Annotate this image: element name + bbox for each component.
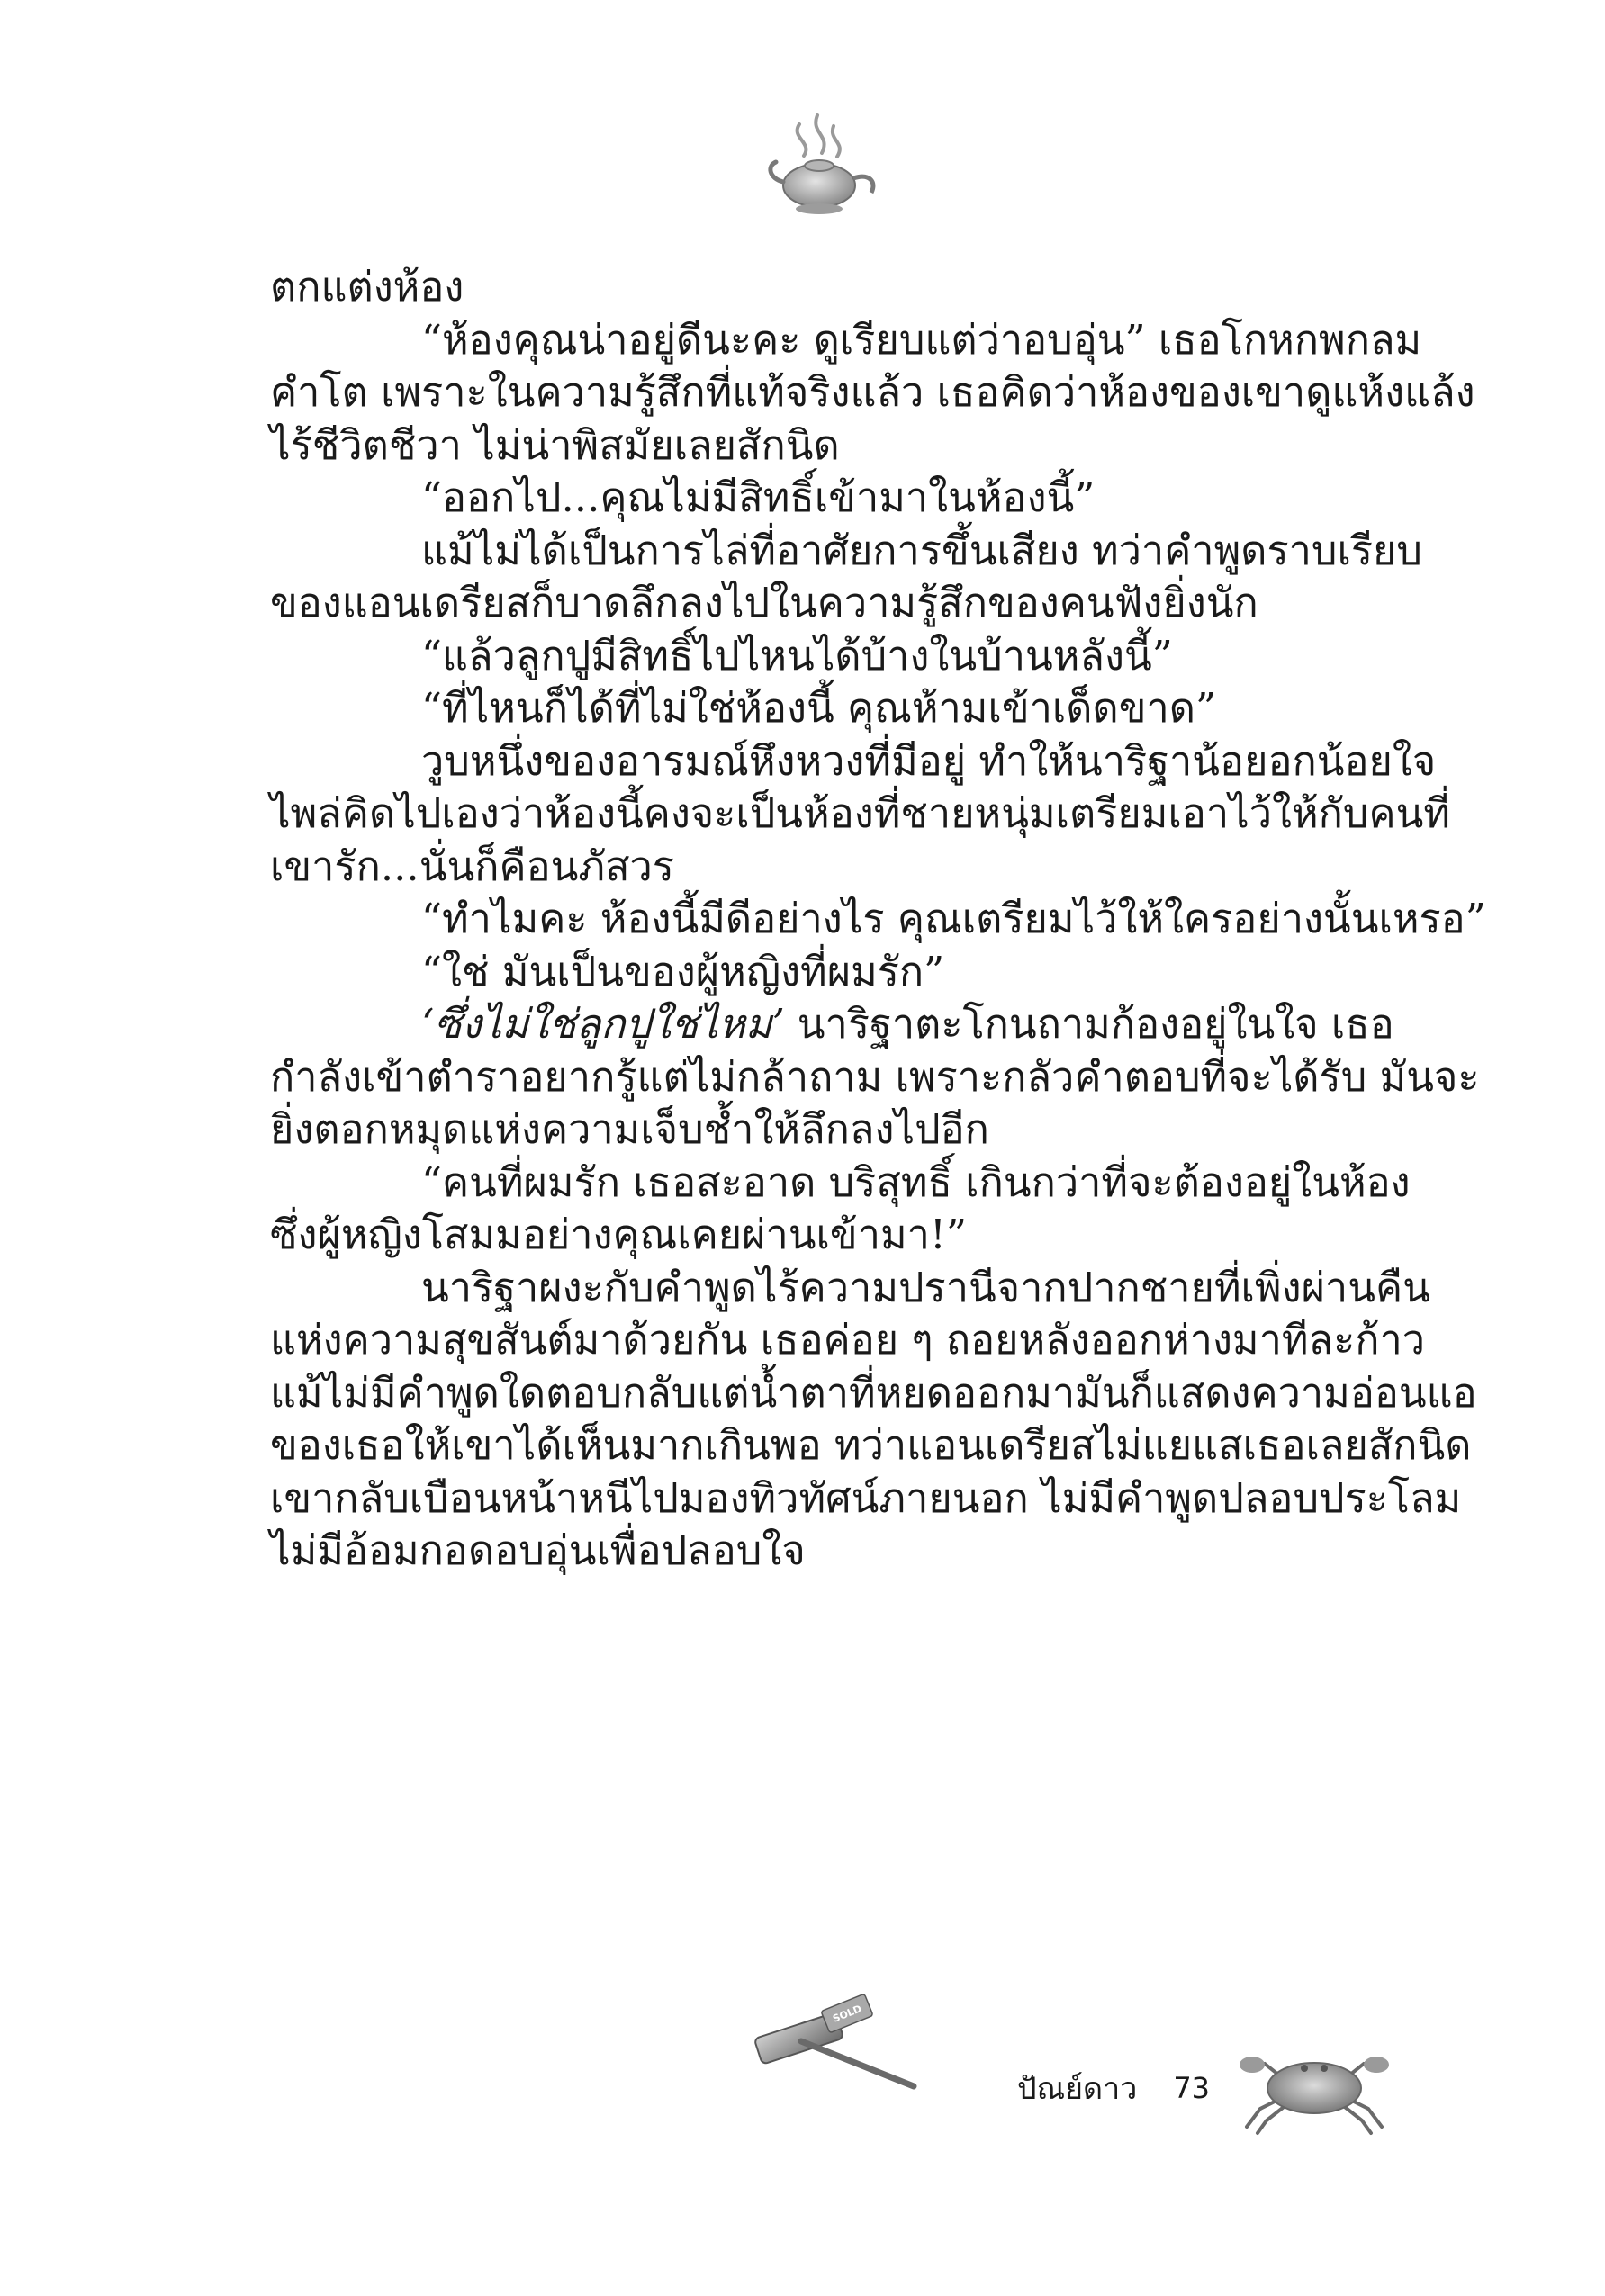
- text-line: นาริฐาผงะกับคำพูดไร้ความปรานีจากปากชายที่เพิ่งผ่านคืน: [421, 1263, 1430, 1311]
- text-line: ‘ซึ่งไม่ใช่ลูกปูใช่ไหม’ นาริฐาตะโกนถามก้องอยู่ในใจ เธอ: [270, 998, 1391, 1051]
- text-line: “ที่ไหนก็ได้ที่ไม่ใช่ห้องนี้ คุณห้ามเข้าเด็ดขาด”: [421, 684, 1216, 732]
- page-number: 73: [1173, 2071, 1211, 2105]
- text-line: คำโต เพราะในความรู้สึกที่แท้จริงแล้ว เธอคิดว่าห้องของเขาดูแห้งแล้ง: [270, 368, 1475, 416]
- crab-icon: [1238, 2041, 1391, 2136]
- text-line: ยิ่งตอกหมุดแห่งความเจ็บช้ำให้ลึกลงไปอีก: [270, 1105, 989, 1153]
- page-footer: [1017, 2061, 1210, 2115]
- italic-thought: ‘ซึ่งไม่ใช่ลูกปูใช่ไหม’: [421, 1000, 785, 1048]
- text-line: ของเธอให้เขาได้เห็นมากเกินพอ ทว่าแอนเดรียสไม่แยแสเธอเลยสักนิด: [270, 1421, 1472, 1469]
- text-line: ตกแต่งห้อง: [270, 263, 464, 311]
- text-line: วูบหนึ่งของอารมณ์หึงหวงที่มีอยู่ ทำให้นาริฐาน้อยอกน้อยใจ: [421, 736, 1437, 785]
- author-name: ปัณย์ดาว: [1017, 2071, 1138, 2107]
- text-line: แม้ไม่ได้เป็นการไล่ที่อาศัยการขึ้นเสียง ทว่าคำพูดราบเรียบ: [421, 526, 1422, 574]
- teapot-icon: [763, 106, 880, 223]
- text-line: ซึ่งผู้หญิงโสมมอย่างคุณเคยผ่านเข้ามา!”: [270, 1211, 967, 1258]
- text-line: กำลังเข้าตำราอยากรู้แต่ไม่กล้าถาม เพราะกลัวคำตอบที่จะได้รับ มันจะ: [270, 1052, 1480, 1101]
- text-line: ไม่มีอ้อมกอดอบอุ่นเพื่อปลอบใจ: [270, 1526, 806, 1574]
- text-line: “ทำไมคะ ห้องนี้มีดีอย่างไร คุณเตรียมไว้ให้ใครอย่างนั้นเหรอ”: [421, 895, 1486, 942]
- text-line: “ออกไป...คุณไม่มีสิทธิ์เข้ามาในห้องนี้”: [421, 473, 1096, 521]
- text-line: แห่งความสุขสันต์มาด้วยกัน เธอค่อย ๆ ถอยหลังออกห่างมาทีละก้าว: [270, 1316, 1426, 1364]
- text-line: “แล้วลูกปูมีสิทธิ์ไปไหนได้บ้างในบ้านหลังนี้”: [421, 631, 1173, 680]
- text-line: เขารัก...นั่นก็คือนภัสวร: [270, 842, 674, 890]
- text-line: เขากลับเบือนหน้าหนีไปมองทิวทัศน์ภายนอก ไม่มีคำพูดปลอบประโลม: [270, 1473, 1462, 1522]
- text-line: “ห้องคุณน่าอยู่ดีนะคะ ดูเรียบแต่ว่าอบอุ่น” เธอโกหกพกลม: [421, 315, 1422, 364]
- text-block: [270, 261, 1486, 1578]
- gavel-icon: [738, 1989, 923, 2093]
- text-line: ของแอนเดรียสก็บาดลึกลงไปในความรู้สึกของคนฟังยิ่งนัก: [270, 579, 1258, 626]
- text-line: “ใช่ มันเป็นของผู้หญิงที่ผมรัก”: [421, 947, 945, 995]
- text-line: “คนที่ผมรัก เธอสะอาด บริสุทธิ์ เกินกว่าที่จะต้องอยู่ในห้อง: [421, 1157, 1411, 1206]
- text-line: ไพล่คิดไปเองว่าห้องนี้คงจะเป็นห้องที่ชายหนุ่มเตรียมเอาไว้ให้กับคนที่: [270, 789, 1450, 837]
- text-line: แม้ไม่มีคำพูดใดตอบกลับแต่น้ำตาที่หยดออกมามันก็แสดงความอ่อนแอ: [270, 1368, 1477, 1417]
- text-line: ไร้ชีวิตชีวา ไม่น่าพิสมัยเลยสักนิด: [270, 420, 840, 469]
- svg-text:SOLD: SOLD: [831, 2003, 864, 2025]
